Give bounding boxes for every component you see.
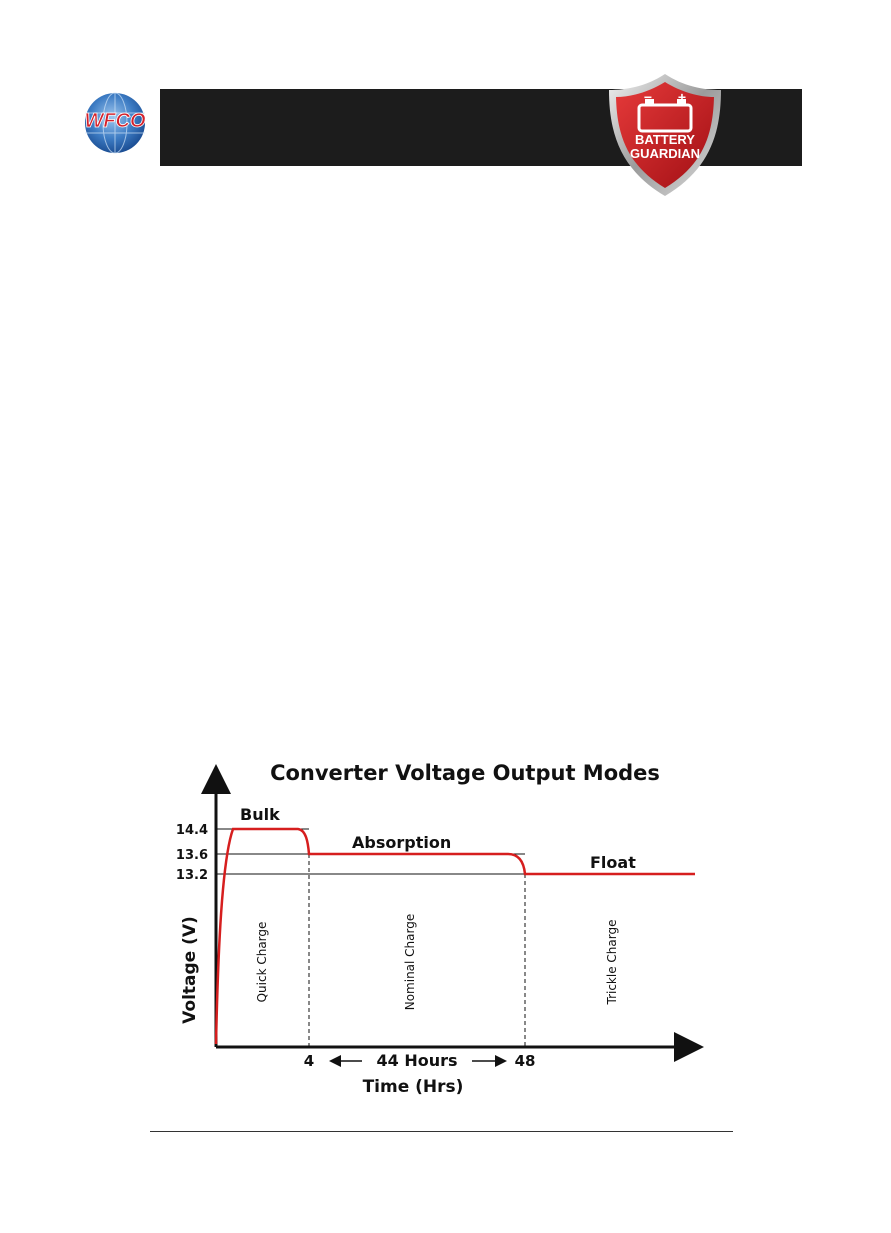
- plus-icon: +: [677, 89, 687, 105]
- x-tick-48: 48: [514, 1052, 536, 1070]
- wfco-wordmark: WFCO: [84, 110, 146, 132]
- wfco-logo: [79, 86, 151, 164]
- x-tick-4: 4: [303, 1052, 315, 1070]
- badge-line1: BATTERY: [635, 132, 695, 147]
- badge-line2: GUARDIAN: [629, 146, 701, 161]
- battery-guardian-badge: [605, 72, 725, 198]
- x-axis-label: Time (Hrs): [362, 1077, 464, 1097]
- mode-label-absorption: Absorption: [352, 833, 452, 852]
- chart-title: Converter Voltage Output Modes: [270, 761, 660, 785]
- duration-label: 44 Hours: [376, 1051, 458, 1070]
- region-label-quick: Quick Charge: [255, 921, 269, 1003]
- footer-divider: [150, 1131, 733, 1132]
- y-tick-13-6: 13.6: [175, 848, 208, 863]
- y-tick-13-2: 13.2: [175, 868, 208, 883]
- y-tick-14-4: 14.4: [175, 823, 208, 838]
- region-label-trickle: Trickle Charge: [605, 919, 619, 1005]
- mode-label-float: Float: [590, 853, 636, 872]
- mode-label-bulk: Bulk: [240, 805, 280, 824]
- voltage-chart: [170, 750, 710, 1110]
- minus-icon: −: [643, 89, 653, 105]
- y-axis-label: Voltage (V): [180, 916, 200, 1024]
- region-label-nominal: Nominal Charge: [403, 913, 417, 1011]
